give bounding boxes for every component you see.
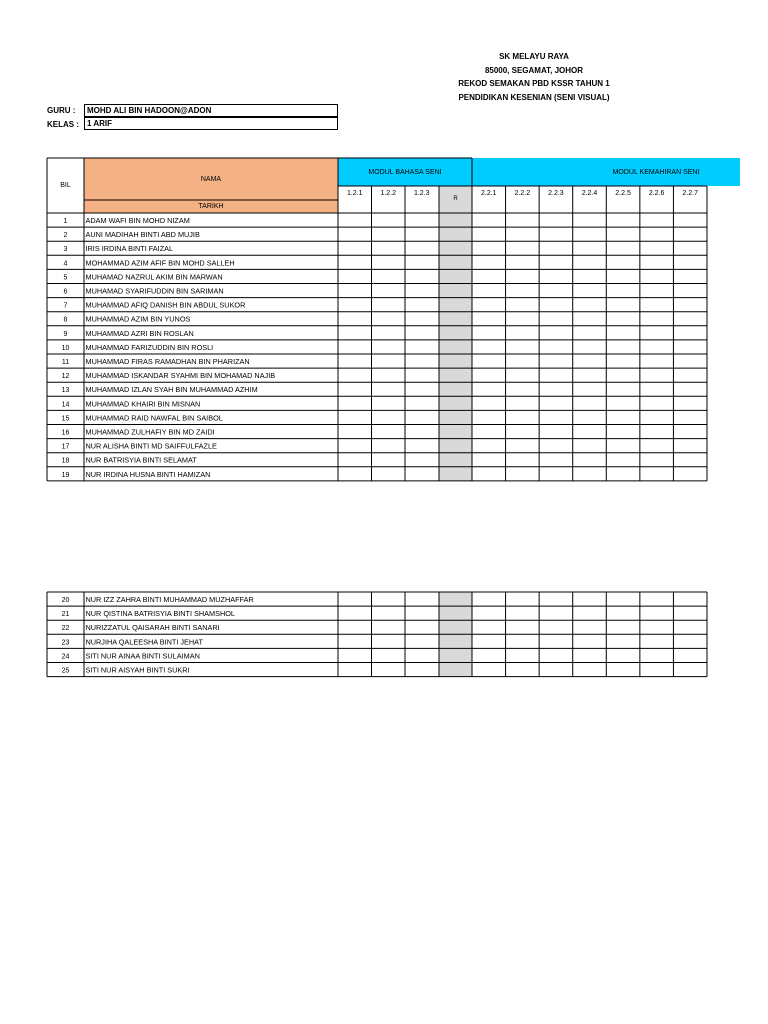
student-name: NURJIHA QALEESHA BINTI JEHAT: [85, 637, 203, 647]
student-name: NUR IRDINA HUSNA BINTI HAMIZAN: [85, 469, 211, 479]
bil-cell: 16: [61, 429, 70, 437]
school-name: SK MELAYU RAYA: [499, 52, 569, 61]
subject-title: PENDIDIKAN KESENIAN (SENI VISUAL): [458, 93, 610, 102]
code-kemahiran-3: 2.2.3: [548, 190, 564, 197]
bil-cell: 3: [63, 246, 68, 254]
kelas-value: 1 ARIF: [84, 117, 338, 130]
school-address: 85000, SEGAMAT, JOHOR: [484, 66, 584, 75]
student-name: MUHAMMAD FARIZUDDIN BIN ROSLI: [85, 342, 214, 352]
bil-cell: 11: [61, 359, 70, 366]
student-name: MUHAMMAD IZLAN SYAH BIN MUHAMMAD AZHIM: [85, 385, 258, 395]
bil-cell: 8: [63, 316, 68, 324]
student-name: IRIS IRDINA BINTI FAIZAL: [85, 244, 174, 254]
code-bahasa-1: 1.2.1: [346, 190, 363, 197]
bil-cell: 2: [63, 232, 68, 240]
student-name: MUHAMAD NAZRUL AKIM BIN MARWAN: [85, 272, 223, 282]
bil-cell: 15: [61, 415, 70, 423]
student-name: NUR QISTINA BATRISYIA BINTI SHAMSHOL: [85, 609, 235, 619]
code-kemahiran-4: 2.2.4: [581, 190, 598, 197]
code-kemahiran-7: 2.2.7: [682, 190, 699, 197]
student-name: ADAM WAFI BIN MOHD NIZAM: [85, 216, 190, 225]
student-name: MUHAMMAD RAID NAWFAL BIN SAIBOL: [85, 413, 223, 423]
bil-cell: 14: [61, 401, 70, 409]
tarikh-header: TARIKH: [198, 203, 224, 210]
student-name: NURIZZATUL QAISARAH BINTI SANARI: [85, 623, 220, 633]
modul-kemahiran-header: MODUL KEMAHIRAN SENI: [612, 169, 700, 176]
bil-cell: 13: [61, 387, 70, 395]
student-name: NUR BATRISYIA BINTI SELAMAT: [85, 455, 197, 465]
bil-cell: 25: [61, 667, 70, 675]
code-kemahiran-1: 2.2.1: [480, 190, 497, 197]
student-name: MUHAMMAD AFIQ DANISH BIN ABDUL SUKOR: [85, 300, 246, 310]
bil-cell: 6: [63, 288, 68, 296]
student-name: SITI NUR AINAA BINTI SULAIMAN: [85, 651, 200, 661]
student-name: MUHAMMAD ZULHAFIY BIN MD ZAIDI: [85, 427, 215, 437]
bil-cell: 20: [61, 597, 70, 604]
code-kemahiran-2: 2.2.2: [514, 190, 531, 197]
student-name: MUHAMMAD AZIM BIN YUNOS: [85, 314, 191, 324]
code-kemahiran-5: 2.2.5: [615, 190, 631, 197]
student-name: SITI NUR AISYAH BINTI SUKRI: [85, 665, 190, 675]
bil-cell: 9: [63, 330, 68, 338]
bil-cell: 18: [61, 457, 70, 465]
bil-cell: 7: [63, 302, 68, 310]
student-name: AUNI MADIHAH BINTI ABD MUJIB: [85, 230, 200, 240]
student-name: NUR IZZ ZAHRA BINTI MUHAMMAD MUZHAFFAR: [85, 595, 254, 604]
record-title: REKOD SEMAKAN PBD KSSR TAHUN 1: [458, 79, 610, 88]
student-name: MUHAMMAD ISKANDAR SYAHMI BIN MOHAMAD NAJIB: [85, 371, 276, 381]
student-name: MUHAMAD SYARIFUDDIN BIN SARIMAN: [85, 286, 224, 296]
code-bahasa-3: 1.2.3: [413, 190, 430, 197]
bil-cell: 10: [61, 344, 70, 352]
modul-kemahiran-bg: [472, 158, 740, 186]
student-name: MOHAMMAD AZIM AFIF BIN MOHD SALLEH: [85, 258, 235, 268]
bil-cell: 4: [63, 260, 68, 268]
bil-cell: 12: [61, 373, 70, 381]
code-bahasa-2: 1.2.2: [380, 190, 397, 197]
bil-cell: 21: [61, 611, 70, 619]
bil-cell: 17: [61, 443, 70, 451]
modul-bahasa-header: MODUL BAHASA SENI: [368, 169, 442, 176]
student-name: MUHAMMAD KHAIRI BIN MISNAN: [85, 399, 201, 409]
r-header: R: [453, 196, 458, 202]
bil-header: BIL: [60, 182, 71, 189]
bil-cell: 1: [63, 218, 68, 225]
guru-value: MOHD ALI BIN HADOON@ADON: [84, 104, 338, 117]
r-column-bg: [439, 213, 472, 481]
student-name: MUHAMMAD FIRAS RAMADHAN BIN PHARIZAN: [85, 357, 250, 366]
bil-cell: 23: [61, 639, 70, 647]
kelas-label: KELAS :: [47, 120, 79, 129]
bil-cell: 22: [61, 625, 70, 633]
code-kemahiran-6: 2.2.6: [648, 190, 665, 197]
guru-label: GURU :: [47, 106, 76, 115]
bil-cell: 5: [63, 274, 68, 282]
bil-cell: 24: [61, 653, 70, 661]
student-name: NUR ALISHA BINTI MD SAIFFULFAZLE: [85, 441, 217, 451]
nama-header: NAMA: [200, 176, 222, 183]
bil-cell: 19: [61, 471, 70, 479]
student-name: MUHAMMAD AZRI BIN ROSLAN: [85, 328, 194, 338]
